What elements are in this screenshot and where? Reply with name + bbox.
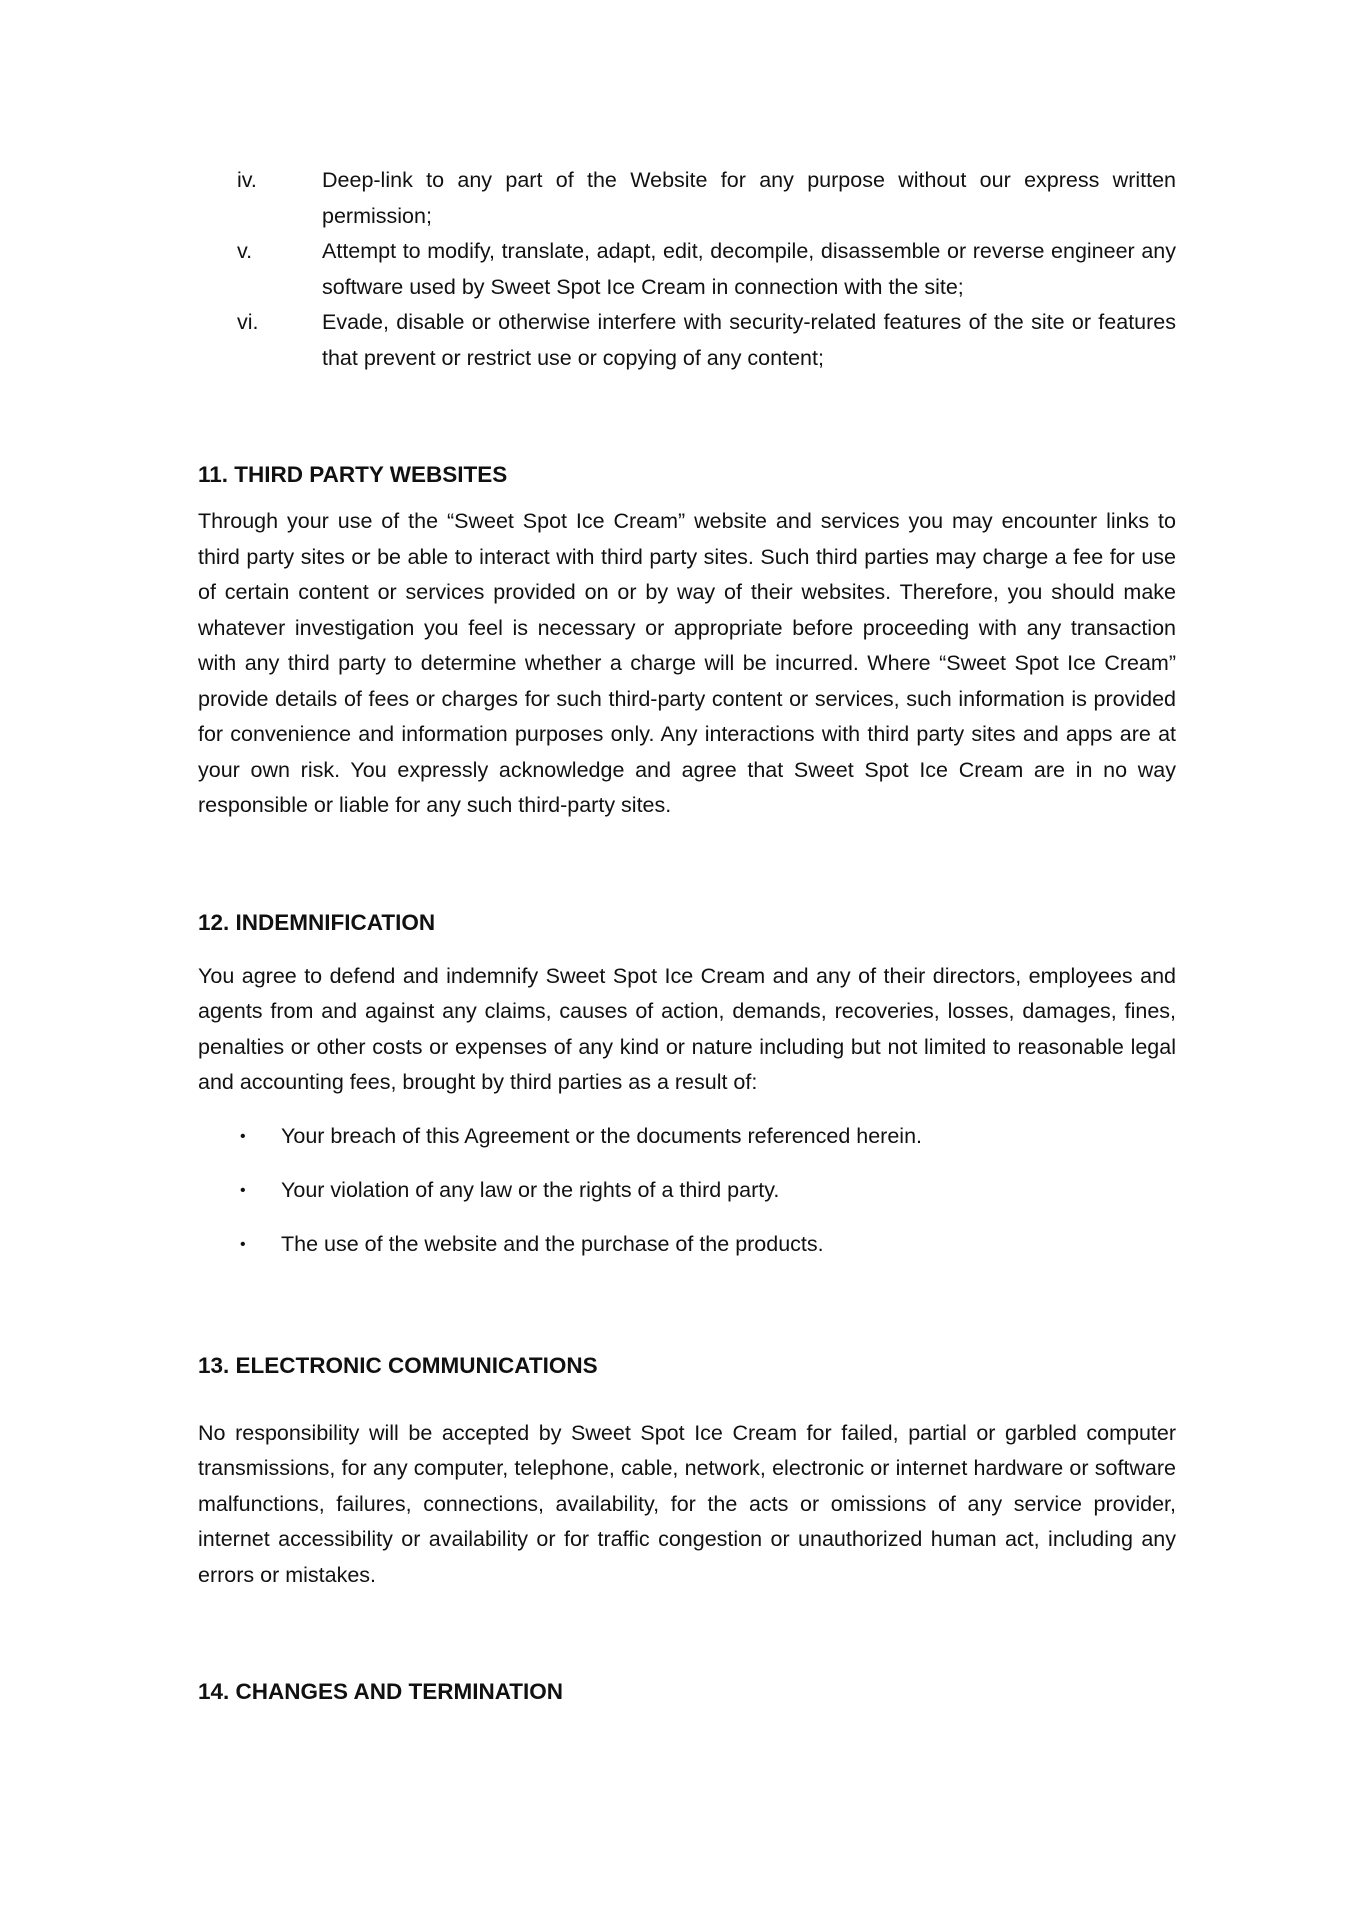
list-item	[198, 234, 1176, 305]
list-item	[198, 163, 1176, 234]
document-content	[198, 163, 1176, 1708]
section-13-heading: 13. ELECTRONIC COMMUNICATIONS	[198, 1352, 598, 1378]
prohibited-uses-list	[198, 163, 1176, 376]
bullet-text: Your violation of any law or the rights of a third party.	[281, 1177, 780, 1202]
bullet-item	[198, 1227, 1176, 1281]
bullet-icon: •	[240, 1235, 246, 1253]
bullet-item	[198, 1173, 1176, 1227]
section-11-heading: 11. THIRD PARTY WEBSITES	[198, 462, 508, 487]
list-item-number: vi.	[237, 310, 259, 334]
bullet-icon: •	[240, 1181, 246, 1199]
indemnification-bullet-list	[198, 1119, 1176, 1281]
bullet-text: Your breach of this Agreement or the documents referenced herein.	[281, 1123, 923, 1148]
section-11-body: Through your use of the “Sweet Spot Ice Cream” website and services you may encounter links to third party sites or be able to interact with third party sites. Such third parties may charge a fee for use of certain content or services provided on or by way of their websites. Therefore, you should make whatever investigation you feel is necessary or appropriate before proceeding with any transaction with any third party to determine whether a charge will be incurred. Where “Sweet Spot Ice Cream” provide details of fees or charges for such third-party content or services, such information is provided for convenience and information purposes only. Any interactions with third party sites and apps are at your own risk. You expressly acknowledge and agree that Sweet Spot Ice Cream are in no way responsible or liable for any such third-party sites.	[198, 509, 1176, 817]
section-14-heading: 14. CHANGES AND TERMINATION	[198, 1679, 564, 1704]
section-12-heading: 12. INDEMNIFICATION	[198, 909, 436, 935]
section-12-body: You agree to defend and indemnify Sweet Spot Ice Cream and any of their directors, employees and agents from and against any claims, causes of action, demands, recoveries, losses, damages, fines, penalties or other costs or expenses of any kind or nature including but not limited to reasonable legal and accounting fees, brought by third parties as a result of:	[198, 963, 1176, 1094]
section-13-body: No responsibility will be accepted by Sweet Spot Ice Cream for failed, partial or garbled computer transmissions, for any computer, telephone, cable, network, electronic or internet hardware or software malfunctions, failures, connections, availability, for the acts or omissions of any service provider, internet accessibility or availability or for traffic congestion or unauthorized human act, including any errors or mistakes.	[198, 1420, 1176, 1587]
list-item-number: v.	[237, 239, 253, 263]
list-item	[198, 305, 1176, 376]
bullet-text: The use of the website and the purchase of the products.	[281, 1231, 824, 1256]
bullet-icon: •	[240, 1127, 246, 1145]
bullet-item	[198, 1119, 1176, 1173]
list-item-text: Evade, disable or otherwise interfere with security-related features of the site or features that prevent or restrict use or copying of any content;	[322, 310, 1176, 370]
list-item-number: iv.	[237, 168, 257, 192]
list-item-text: Deep-link to any part of the Website for any purpose without our express written permission;	[322, 168, 1176, 228]
list-item-text: Attempt to modify, translate, adapt, edit, decompile, disassemble or reverse engineer any software used by Sweet Spot Ice Cream in connection with the site;	[322, 239, 1176, 299]
